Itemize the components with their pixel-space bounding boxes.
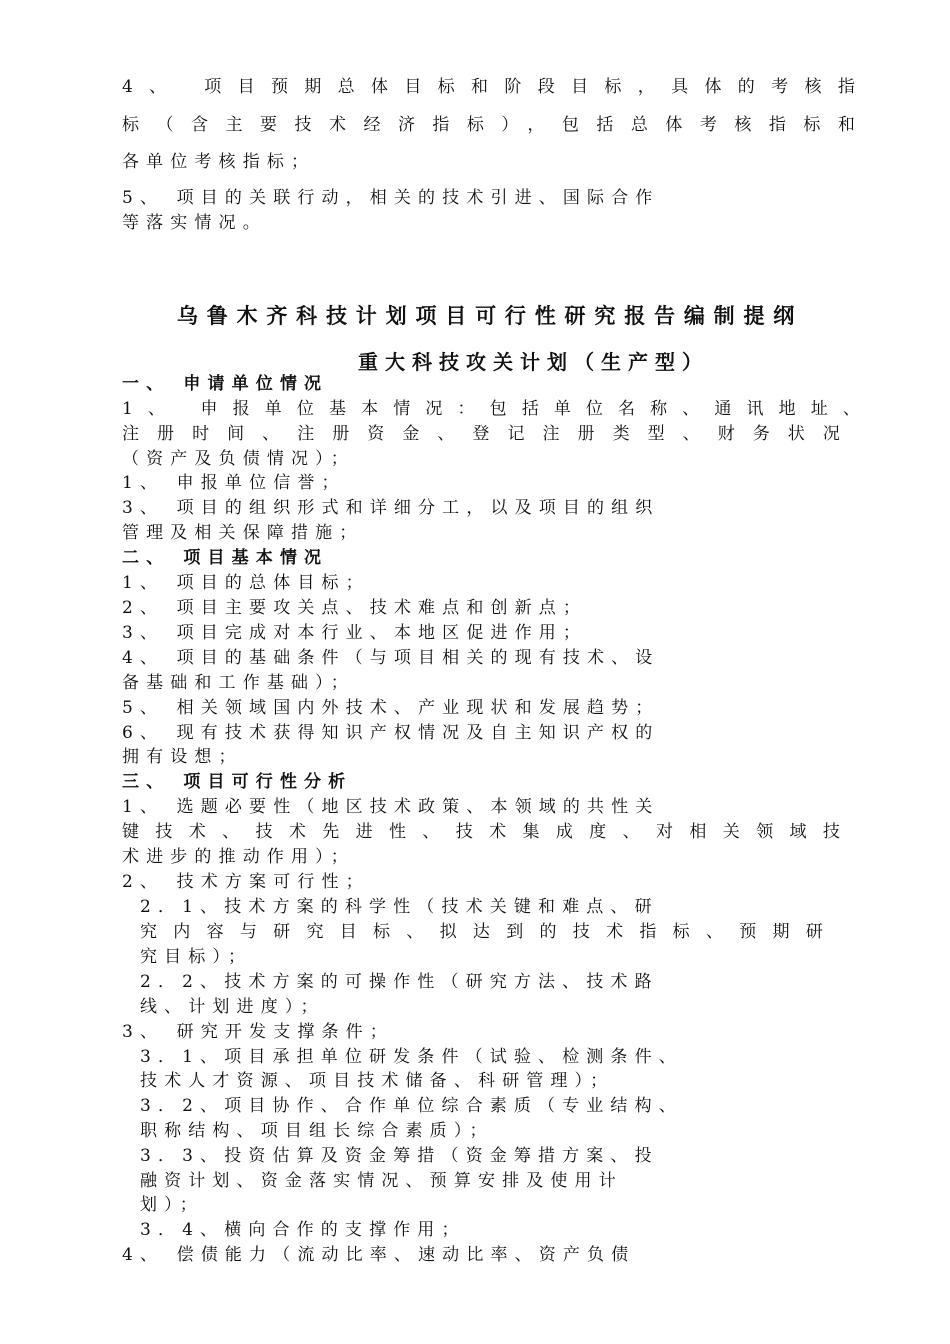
text-line: 2、 技术方案可行性；	[122, 872, 370, 892]
text-line: 3．1、项目承担单位研发条件（试验、检测条件、	[140, 1047, 683, 1067]
section-heading: 一、 申请单位情况	[122, 374, 329, 394]
text-line: 5、 相关领域国内外技术、产业现状和发展趋势；	[122, 698, 660, 718]
text-line: 3．2、项目协作、合作单位综合素质（专业结构、	[140, 1096, 683, 1116]
text-line: 标（含主要技术经济指标），包括总体考核指标和	[122, 115, 862, 135]
text-line: 究内容与研究目标、拟达到的技术指标、预期研	[140, 922, 830, 942]
text-line: 3．4、横向合作的支撑作用；	[140, 1220, 466, 1240]
text-line: 3．3、投资估算及资金筹措（资金筹措方案、投	[140, 1146, 659, 1166]
text-line: 究目标）；	[140, 947, 253, 967]
text-line: 管理及相关保障措施；	[122, 523, 364, 543]
text-line: （资产及负债情况）；	[122, 449, 355, 469]
text-line: 1、 选题必要性（地区技术政策、本领域的共性关	[122, 797, 660, 817]
text-line: 4、 项目预期总体目标和阶段目标，具体的考核指	[122, 77, 862, 97]
text-line: 各单位考核指标；	[122, 152, 316, 172]
section-heading: 二、 项目基本情况	[122, 548, 329, 568]
text-line: 4、 项目的基础条件（与项目相关的现有技术、设	[122, 648, 660, 668]
text-line: 备基础和工作基础）；	[122, 673, 355, 693]
text-line: 3、 项目的组织形式和详细分工，以及项目的组织	[122, 498, 660, 518]
text-line: 线、计划进度）；	[140, 997, 325, 1017]
text-line: 术进步的推动作用）；	[122, 847, 355, 867]
text-line: 1、 申报单位基本情况：包括单位名称、通讯地址、	[122, 399, 867, 419]
document-subtitle: 重大科技攻关计划（生产型）	[358, 350, 709, 374]
text-line: 注册时间、注册资金、登记注册类型、财务状况	[122, 424, 847, 444]
text-line: 职称结构、项目组长综合素质）；	[140, 1121, 494, 1141]
text-line: 4、 偿债能力（流动比率、速动比率、资产负债	[122, 1245, 636, 1265]
text-line: 5、 项目的关联行动，相关的技术引进、国际合作	[122, 188, 660, 208]
text-line: 3、 项目完成对本行业、本地区促进作用；	[122, 623, 588, 643]
text-line: 拥有设想；	[122, 747, 243, 767]
section-heading: 三、 项目可行性分析	[122, 772, 353, 792]
text-line: 等落实情况。	[122, 213, 267, 233]
text-line: 2．2、技术方案的可操作性（研究方法、技术路	[140, 972, 659, 992]
text-line: 2．1、技术方案的科学性（技术关键和难点、研	[140, 897, 659, 917]
text-line: 1、 申报单位信誉；	[122, 473, 346, 493]
text-line: 融资计划、资金落实情况、预算安排及使用计	[140, 1171, 623, 1191]
text-line: 2、 项目主要攻关点、技术难点和创新点；	[122, 598, 588, 618]
text-line: 3、 研究开发支撑条件；	[122, 1022, 394, 1042]
text-line: 1、 项目的总体目标；	[122, 573, 370, 593]
text-line: 技术人才资源、项目技术储备、科研管理）；	[140, 1071, 615, 1091]
document-title: 乌鲁木齐科技计划项目可行性研究报告编制提纲	[176, 303, 804, 328]
text-line: 键技术、技术先进性、技术集成度、对相关领域技	[122, 822, 847, 842]
text-line: 6、 现有技术获得知识产权情况及自主知识产权的	[122, 723, 660, 743]
text-line: 划）；	[140, 1195, 204, 1215]
